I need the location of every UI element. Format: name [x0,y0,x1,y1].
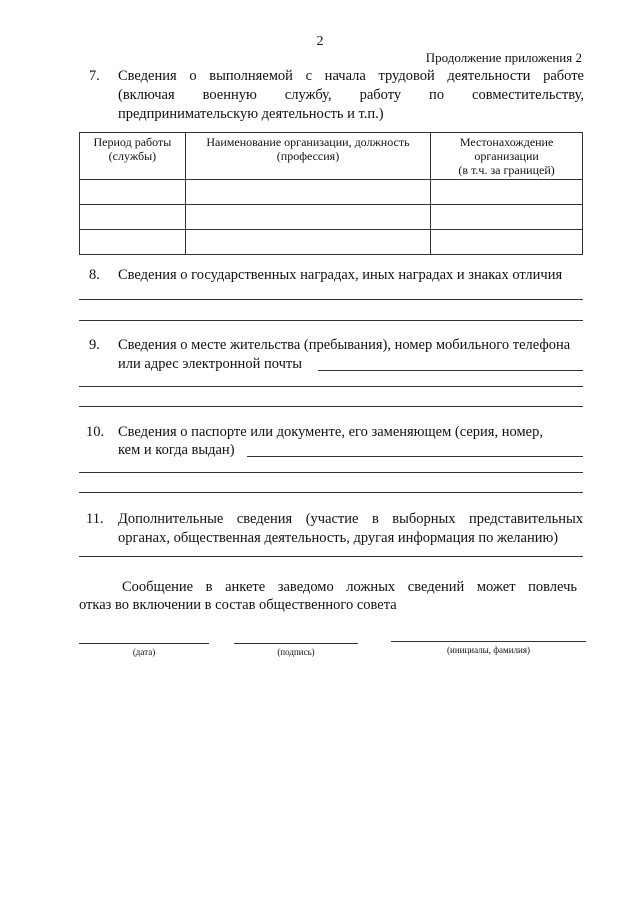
table-cell[interactable] [185,230,430,255]
answer-line[interactable] [247,456,583,457]
column-header-location: Местонахождение организации (в т.ч. за границей) [431,133,583,180]
section-text-line: (включая военную службу, работу по совместительству, [118,87,584,103]
page-number: 2 [316,34,324,49]
date-label: (дата) [132,647,156,657]
answer-line[interactable] [79,556,583,557]
date-line[interactable] [79,643,209,644]
table-row [80,230,583,255]
answer-line[interactable] [79,299,583,300]
table-cell[interactable] [80,205,186,230]
table-cell[interactable] [80,180,186,205]
table-cell[interactable] [185,205,430,230]
appendix-note: Продолжение приложения 2 [425,50,582,65]
signature-label: (подпись) [277,647,315,657]
work-history-table [79,132,583,255]
signature-line[interactable] [234,643,358,644]
section-text-line: Дополнительные сведения (участие в выборных представительных [118,511,583,527]
answer-line[interactable] [79,320,583,321]
section-number: 9. [89,337,100,353]
section-number: 10. [86,424,105,440]
answer-line[interactable] [79,472,583,473]
section-text-line: Сведения о паспорте или документе, его заменяющем (серия, номер, [118,424,543,440]
table-cell[interactable] [431,180,583,205]
warning-line: Сообщение в анкете заведомо ложных сведений может повлечь [122,579,577,595]
table-row [80,205,583,230]
section-text-line: Сведения о выполняемой с начала трудовой деятельности работе [118,68,584,84]
section-text-line: предпринимательскую деятельность и т.п.) [118,106,384,122]
table-cell[interactable] [80,230,186,255]
answer-line[interactable] [79,492,583,493]
section-number: 7. [89,68,100,84]
table-cell[interactable] [185,180,430,205]
column-header-period: Период работы (службы) [80,133,186,180]
section-text-line: органах, общественная деятельность, другая информация по желанию) [118,530,559,546]
answer-line[interactable] [79,406,583,407]
table-cell[interactable] [431,230,583,255]
section-number: 11. [86,511,104,527]
section-text-line: или адрес электронной почты [118,356,302,372]
answer-line[interactable] [79,386,583,387]
section-text-line: кем и когда выдан) [118,442,235,458]
table-cell[interactable] [431,205,583,230]
name-line[interactable] [391,641,586,642]
column-header-organization: Наименование организации, должность (профессия) [185,133,430,180]
table-header-row [80,133,583,180]
section-text-line: Сведения о государственных наградах, иных наградах и знаках отличия [118,267,563,283]
answer-line[interactable] [318,370,583,371]
name-label: (инициалы, фамилия) [447,645,530,655]
section-text-line: Сведения о месте жительства (пребывания), номер мобильного телефона [118,337,571,353]
section-number: 8. [89,267,100,283]
warning-line: отказ во включении в состав общественного совета [79,597,397,613]
table-row [80,180,583,205]
